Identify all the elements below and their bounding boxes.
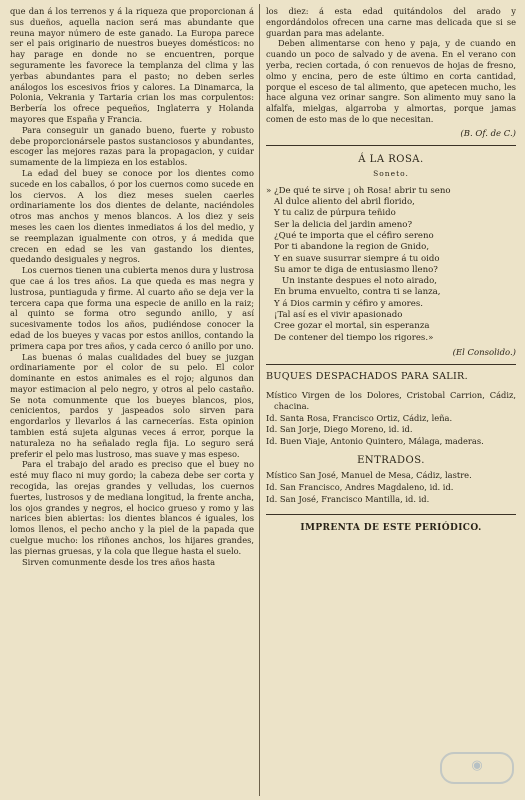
poem	[266, 186, 516, 344]
section-divider	[266, 145, 516, 146]
imprint: IMPRENTA DE ESTE PERIÓDICO.	[300, 523, 482, 534]
list-item: Id. San Jorje, Diego Moreno, id. id.	[266, 424, 413, 435]
right-column	[266, 6, 516, 796]
paragraph: Sirven comunmente desde los tres años hasta	[22, 556, 216, 567]
poem-line: ¿Qué te importa que el céfiro sereno	[274, 230, 434, 241]
poem-line: Ser la delicia del jardin ameno?	[274, 219, 413, 230]
paragraph: los diez: á esta edad quitándolos del arado y engordándolos ofrecen una carne mas delicada que si se guardan para mas adelante.	[266, 6, 516, 38]
arrivals-title: ENTRADOS.	[357, 454, 425, 466]
poem-line: Cree gozar el mortal, sin esperanza	[274, 321, 430, 332]
paragraph: Deben alimentarse con heno y paja, y de cuando en cuando un poco de salvado y de avena. En el verano con yerba, recien cortada, ó con renuevos de hojas de fresno, olmo y encina, pero de este último en corta cantidad, porque el esceso de tal alimento, que apetecen mucho, les hace alguna vez orinar sangre. Son alimento muy sano la alfalfa, mielgas, algarroba y almortas, porque jamas comen de esto mas de lo que necesitan.	[266, 38, 516, 124]
article-signature: (B. Of. de C.)	[460, 128, 516, 139]
poem-line: Y á Dios carmin y céfiro y amores.	[274, 298, 424, 309]
poem-line: Y en suave susurrar siempre á tu oido	[274, 253, 440, 264]
poem-line: Un instante despues el noto airado,	[282, 276, 437, 287]
list-item: Místico Virgen de los Dolores, Cristobal Carrion, Cádiz, chacina.	[266, 389, 516, 411]
poem-line: En bruma envuelto, contra ti se lanza,	[274, 287, 441, 298]
list-item: Id. Buen Viaje, Antonio Quintero, Málaga, maderas.	[266, 436, 484, 447]
list-item: Id. San José, Francisco Mantilla, id. id.	[266, 493, 430, 504]
poem-line: De contener del tiempo los rigores.»	[274, 332, 434, 343]
section-divider	[266, 514, 516, 515]
poem-line: Por ti abandone la region de Gnido,	[274, 242, 430, 253]
paragraph: Para conseguir un ganado bueno, fuerte y robusto debe proporcionársele pastos sustanciosos y abundantes, escoger las mejores razas para la propagacion, y cuidar sumamente de la limpieza en los establos.	[10, 124, 254, 168]
paragraph: Los cuernos tienen una cubierta menos dura y lustrosa que cae á los tres años. La que queda es mas negra y lustrosa, puntiaguda y firme. Al cuarto año se deja ver la tercera capa que forma una especie de anillo en la raiz; al quinto se forma otro segundo anillo, y así sucesivamente todos los años, pudiéndose conocer la edad de los bueyes y vacas por estos anillos, contando la primera capa por tres años, y cada cerco ó anillo por uno.	[10, 265, 254, 351]
paragraph: Para el trabajo del arado es preciso que el buey no esté muy flaco ni muy gordo; la cabeza debe ser corta y recogida, las orejas grandes y velludas, los cuernos fuertes, lustrosos y de mediana longitud, la frente ancha, los ojos grandes y negros, el hocico grueso y romo y las narices bien abiertas: los dientes blancos é iguales, los lomos llenos, el pecho ancho y la piel de la papada que cuelgue mucho: los riñones anchos, los hijares grandes, las piernas gruesas, y la cola que llegue hasta el suelo.	[10, 459, 254, 556]
poem-author: (El Consolido.)	[452, 347, 516, 358]
left-column	[10, 6, 254, 796]
library-watermark: ◉	[440, 752, 514, 784]
arrivals-list	[266, 470, 516, 504]
section-divider	[266, 364, 516, 365]
poem-subtitle: Soneto.	[373, 168, 409, 178]
departures-title: BUQUES DESPACHADOS PARA SALIR.	[266, 370, 468, 382]
list-item: Id. Santa Rosa, Francisco Ortiz, Cádiz, leña.	[266, 412, 453, 423]
paragraph: La edad del buey se conoce por los dientes como sucede en los caballos, ó por los cuernos como sucede en los ciervos. A los diez meses suelen caerles ordinariamente los dos dientes de delante, naciéndoles otros mas anchos y menos blancos. A los diez y seis meses les caen los dientes inmediatos á los del medio, y se reemplazan igualmente con otros, y á medida que crecen en edad se les van gastando los dientes, quedando desiguales y negros.	[10, 167, 254, 265]
poem-line: Su amor te diga de entusiasmo lleno?	[274, 264, 438, 275]
poem-line: » ¿De qué te sirve ¡ oh Rosa! abrir tu seno	[266, 185, 451, 196]
list-item: Id. San Francisco, Andres Magdaleno, id. id.	[266, 481, 454, 492]
departures-list	[266, 390, 516, 447]
paragraph: Las buenas ó malas cualidades del buey se juzgan ordinariamente por el color de su pelo. El color dominante en estos animales es el rojo; algunos dan mayor estimacion al pelo negro, y otros al pelo castaño. Se nota comunmente que los bueyes blancos, pios, cenicientos, pardos y jaspeados solo sirven para engordarlos y llevarlos á las carnecerías. Esta opinion tambien está sujeta algunas veces á error, porque la naturaleza no ha señalado regla fija. Lo seguro será preferir el pelo mas lustroso, mas suave y mas espeso.	[10, 351, 254, 459]
poem-line: Al dulce aliento del abril florido,	[274, 197, 415, 208]
paragraph: que dan á los terrenos y á la riqueza que proporcionan á sus dueños, aquella nacion será mas abundante que reuna mayor número de este ganado. La Europa parece ser el pais originario de nuestros bueyes domésticos: no hay parage en donde no se encuentren, porque seguramente les favorece la templanza del clima y las yerbas abundantes para el pasto; no deben serles análogos los escesivos frios y calores. La Dinamarca, la Polonia, Vekrania y Tartaria crian los mas corpulentos: Berbería los ofrece pequeños, Inglaterra y Holanda mayores que España y Francia.	[10, 6, 254, 124]
poem-line: Y tu caliz de púrpura teñido	[274, 208, 396, 219]
column-divider	[259, 4, 260, 796]
poem-line: ¡Tal así es el vivir apasionado	[274, 310, 403, 321]
list-item: Místico San José, Manuel de Mesa, Cádiz, lastre.	[266, 469, 472, 480]
poem-title: Á LA ROSA.	[358, 153, 424, 165]
